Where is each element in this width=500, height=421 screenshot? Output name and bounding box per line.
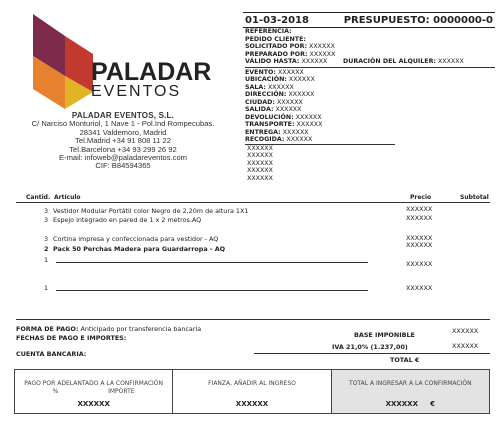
field-ciudad-label: CIUDAD: (245, 98, 275, 106)
field-valido-value: XXXXXX (301, 58, 328, 65)
company-phone-barcelona: Tel.Barcelona +34 93 299 26 92 (69, 144, 177, 154)
company-phone-madrid: Tel.Madrid +34 91 808 11 22 (75, 136, 171, 146)
item-qty: 3 (44, 216, 49, 224)
field-transporte-label: TRANSPORTE: (245, 121, 295, 128)
iva-label: IVA 21,0% (1.237,00) (332, 343, 408, 351)
company-email: E-mail: infoweb@paladareventos.com (58, 153, 187, 163)
field-salida-value: XXXXXX (275, 106, 302, 113)
field-direccion-value: XXXXXX (288, 91, 315, 98)
field-extra-list (245, 145, 495, 183)
field-extra-value: XXXXXX (247, 159, 273, 167)
payment-summary-boxes (14, 369, 490, 414)
item-price: XXXXXX (406, 234, 433, 242)
budget-date: 01-03-2018 (245, 15, 309, 26)
item-description: Pack 50 Perchas Madera para Guardarropa - AQ (53, 245, 226, 253)
field-valido (245, 58, 495, 66)
budget-number (344, 15, 493, 26)
field-extra-value: XXXXXX (247, 152, 273, 159)
footer-divider (16, 319, 490, 320)
field-transporte-value: XXXXXX (296, 121, 323, 128)
deposit-value: XXXXXX (235, 400, 269, 408)
field-extra-value: XXXXXX (247, 144, 273, 152)
field-entrega (245, 129, 495, 137)
field-sala (245, 84, 495, 92)
field-recogida-label: RECOGIDA: (245, 136, 285, 143)
field-solicitado-value: XXXXXX (309, 43, 335, 50)
base-imponible-value: XXXXXX (452, 327, 479, 335)
advance-payment-label: PAGO POR ADELANTADO A LA CONFIRMACIÓN (24, 380, 164, 387)
budget-label: PRESUPUESTO: (343, 15, 430, 26)
item-qty: 3 (44, 235, 49, 243)
field-preparado-value: XXXXXX (309, 50, 336, 58)
field-solicitado (245, 43, 495, 51)
field-referencia-label: REFERENCIA: (245, 28, 292, 35)
company-cif: CIF: B84594365 (95, 161, 151, 171)
total-confirmation-value: XXXXXX € (385, 400, 436, 408)
deposit-label: FIANZA, AÑADIR AL INGRESO (208, 380, 296, 387)
budget-header (243, 12, 495, 28)
item-price: XXXXXX (406, 214, 433, 222)
field-direccion (245, 91, 495, 99)
field-evento-value: XXXXXX (277, 68, 304, 76)
item-blank-line (56, 262, 368, 263)
header-subtotal: Subtotal (460, 194, 489, 201)
budget-fields (243, 28, 495, 182)
company-city: 28341 Valdemoro, Madrid (79, 127, 167, 137)
field-sala-value: XXXXXX (267, 83, 294, 91)
field-duracion-value: XXXXXX (437, 58, 464, 65)
field-transporte (245, 121, 495, 129)
company-info (28, 112, 218, 171)
item-blank-line (56, 290, 368, 291)
total-confirmation-box (331, 370, 489, 413)
field-salida-label: SALIDA: (245, 106, 274, 113)
advance-payment-box (15, 370, 172, 413)
field-direccion-label: DIRECCIÓN: (245, 91, 287, 98)
header-precio: Precio (410, 194, 432, 201)
field-extra-value: XXXXXX (247, 174, 273, 182)
field-referencia (245, 28, 495, 36)
payment-method (16, 325, 201, 333)
field-solicitado-label: SOLICITADO POR: (245, 43, 307, 50)
field-sala-label: SALA: (245, 83, 266, 91)
payment-dates-label: FECHAS DE PAGO E IMPORTES: (16, 334, 127, 342)
payment-method-label: FORMA DE PAGO: (16, 325, 79, 333)
total (390, 356, 419, 364)
company-name: PALADAR EVENTOS, S.L. (71, 111, 175, 120)
field-ubicacion-label: UBICACIÓN: (245, 76, 287, 83)
item-qty: 2 (44, 245, 49, 253)
item-qty: 3 (44, 207, 49, 215)
base-imponible-label: BASE IMPONIBLE (354, 331, 415, 339)
iva (332, 343, 408, 351)
header-articulo: Artículo (54, 194, 81, 201)
iva-value: XXXXXX (452, 342, 479, 350)
base-imponible (354, 331, 415, 339)
field-entrega-label: ENTREGA: (245, 128, 281, 136)
field-devolucion-label: DEVOLUCIÓN: (245, 113, 294, 121)
payment-dates (16, 334, 126, 342)
field-preparado-label: PREPARADO POR: (245, 50, 308, 58)
item-qty: 1 (44, 284, 49, 292)
field-valido-label: VÁLIDO HASTA: (245, 58, 300, 65)
item-price: XXXXXX (406, 260, 433, 268)
field-divider (245, 67, 495, 68)
field-pedido-label: PEDIDO CLIENTE: (245, 35, 306, 43)
bank-account-label: CUENTA BANCARIA: (16, 350, 87, 358)
field-ciudad-value: XXXXXX (276, 98, 303, 106)
company-address: C/ Narciso Monturiol, 1 Nave 1 - Pol.Ind Rompecubas. (31, 119, 215, 129)
company-logo (33, 14, 213, 114)
item-description: Espejo integrado en pared de 1 x 2 metros.AQ (53, 216, 202, 224)
field-recogida-value: XXXXXX (286, 136, 313, 143)
field-pedido (245, 36, 495, 44)
deposit-box (172, 370, 330, 413)
field-ubicacion-value: XXXXXX (288, 76, 315, 83)
item-price: XXXXXX (406, 284, 433, 292)
field-ciudad (245, 99, 495, 107)
budget-number-value: 0000000-0 (433, 15, 493, 26)
logo-text-eventos: EVENTOS (91, 83, 182, 100)
item-description: Cortina impresa y confeccionada para vestidor - AQ (53, 235, 219, 243)
field-preparado (245, 51, 495, 59)
item-price: XXXXXX (406, 205, 433, 213)
header-cantidad: Cantid. (26, 194, 51, 201)
bank-account (16, 350, 86, 358)
advance-payment-sublabel: % IMPORTE (52, 388, 135, 395)
total-divider (254, 353, 490, 354)
field-recogida (245, 136, 395, 145)
item-qty: 1 (44, 256, 49, 264)
field-evento (245, 69, 495, 77)
field-devolucion-value: XXXXXX (295, 113, 322, 121)
advance-payment-value: XXXXXX (77, 400, 110, 408)
field-extra-value: XXXXXX (247, 167, 273, 174)
budget-header-box (243, 12, 495, 182)
items-table-header (16, 193, 490, 203)
item-description: Vestidor Modular Portátil color Negro de 2,20m de altura 1X1 (53, 207, 249, 215)
payment-method-value: Anticipado por transferencia bancaria (80, 325, 202, 333)
field-salida (245, 106, 495, 114)
field-devolucion (245, 114, 495, 122)
total-label: TOTAL € (390, 356, 420, 364)
field-evento-label: EVENTO: (245, 68, 276, 76)
field-duracion-label: DURACIÓN DEL ALQUILER: (343, 58, 436, 65)
total-confirmation-label: TOTAL A INGRESAR A LA CONFIRMACIÓN (349, 380, 472, 387)
logo-text-paladar: PALADAR (91, 58, 212, 86)
field-entrega-value: XXXXXX (282, 128, 309, 136)
field-ubicacion (245, 76, 495, 84)
item-price: XXXXXX (406, 241, 433, 249)
